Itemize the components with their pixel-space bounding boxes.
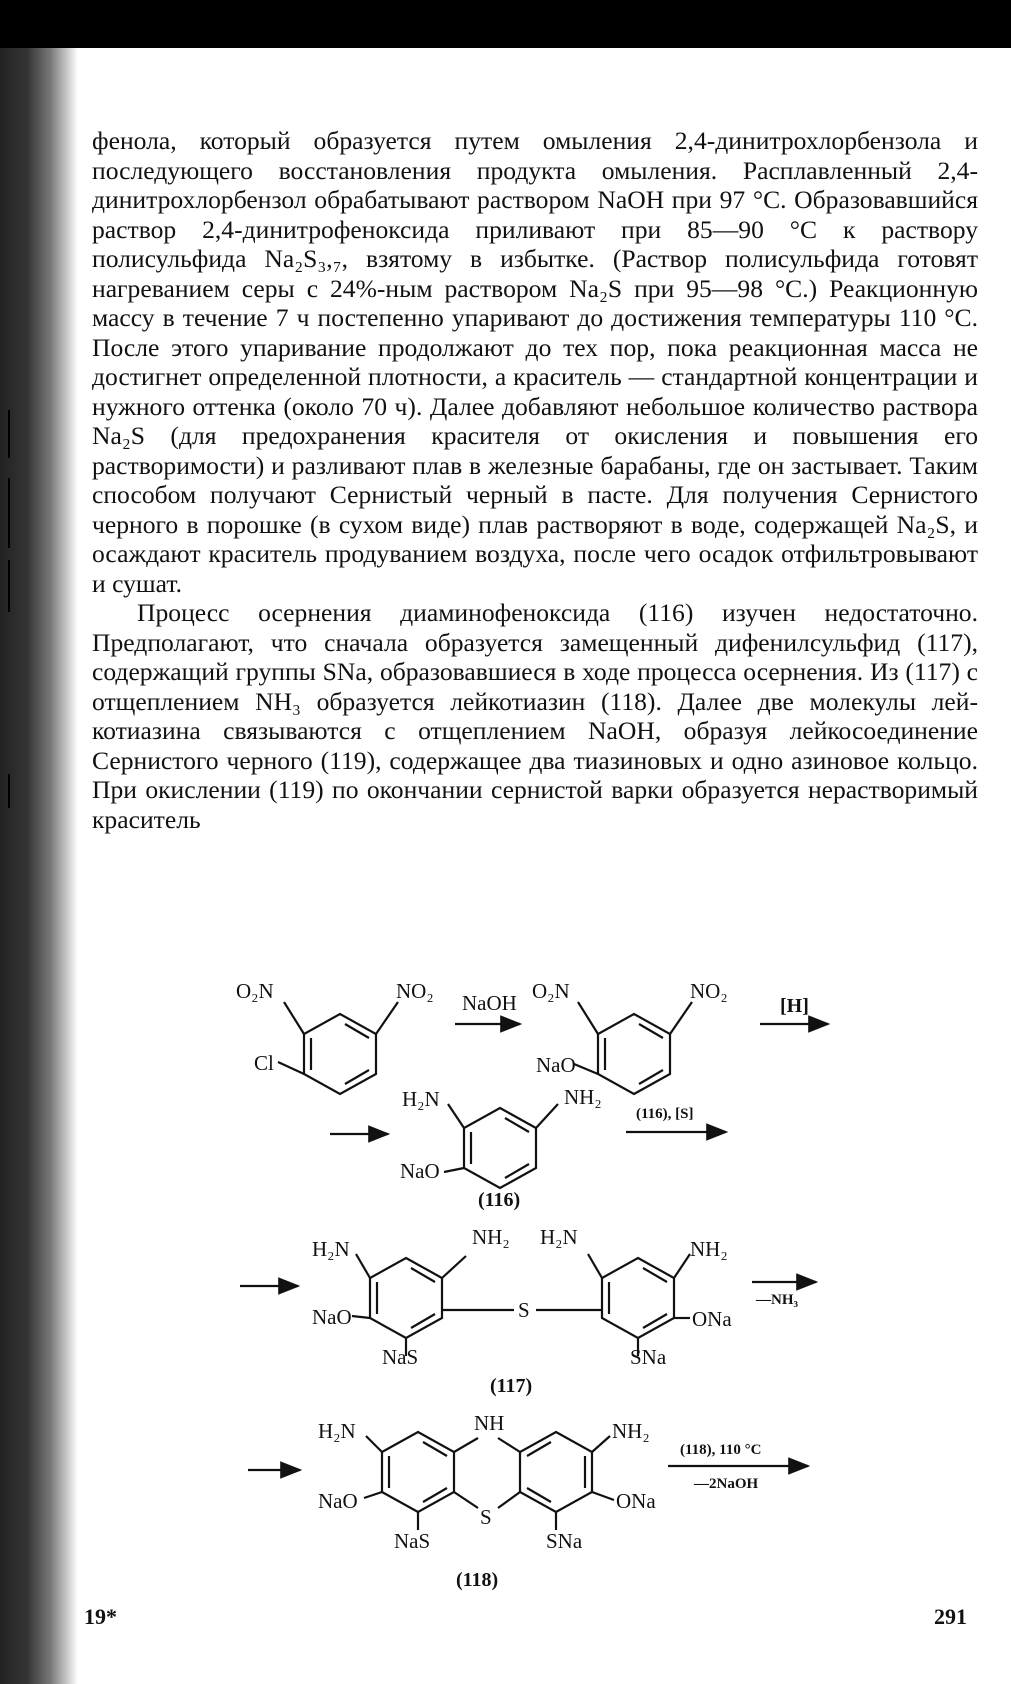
arrow-reagent: NaOH — [462, 991, 517, 1015]
arrow-reagent: —NH₃ — [756, 1292, 798, 1308]
thiolate-group: NaS — [382, 1345, 419, 1369]
sulfide-bridge: S — [518, 1298, 530, 1322]
arrow-reagent: [H] — [780, 995, 809, 1017]
phenoxide-group: ONa — [692, 1307, 732, 1331]
paragraph: фенола, который образуется путем омыления 2,4-динитрохлорбензола и последующего восстановления продукта омыления. Расплавленный 2,4-динитрохлорбензол обрабатывают раствором NaOH при 97 °C. Образовавшийся раствор 2,4-динитрофеноксида приливают при 85—90 °C к раствору полисульфида Na₂S₃,₇, взятому в избытке. (Раствор полисульфида готовят нагреванием серы с 24%-ным раствором Na₂S при 95—98 °C.) Реакционную массу в течение 7 ч постепенно упаривают до достижения температуры 110 °C. После этого упаривание продолжают до тех пор, пока реакционная масса не достигнет определенной плотности, а краситель — стандартной концентрации и нужного оттенка (около 70 ч). Далее добавляют небольшое количество раствора Na₂S (для предохранения красителя от окисления и повышения его растворимости) и разливают плав в железные барабаны, где он застывает. Таким способом получают Сернистый черный в пасте. Для получения Сернистого черного в порошке (в сухом виде) плав растворяют в воде, содержащей Na₂S, и осаждают краситель продуванием воздуха, после чего осадок отфильтровывают и сушат. — [92, 126, 978, 598]
amino-group: H₂N — [312, 1237, 350, 1261]
compound-number: (116) — [478, 1189, 521, 1211]
thiolate-group: NaS — [394, 1529, 431, 1553]
amino-group: NH₂ — [690, 1237, 728, 1261]
compound-117-structure — [312, 1225, 732, 1369]
compound-116-structure — [400, 1085, 602, 1188]
phenoxide-group: NaO — [312, 1305, 352, 1329]
compound-118-structure — [318, 1411, 656, 1553]
arrow-reagent: (116), [S] — [636, 1106, 694, 1122]
phenoxide-group: ONa — [616, 1489, 656, 1513]
compound-number: (117) — [490, 1375, 533, 1397]
thiolate-group: SNa — [630, 1345, 667, 1369]
nitro-group: O₂N — [236, 979, 274, 1003]
phenoxide-group: NaO — [536, 1053, 576, 1077]
amino-group: NH₂ — [472, 1225, 510, 1249]
phenoxide-group: NaO — [400, 1159, 440, 1183]
thiazine-sulfur: S — [480, 1505, 492, 1529]
amino-group: NH₂ — [612, 1419, 650, 1443]
dinitrochlorobenzene-structure — [236, 979, 434, 1094]
amino-group: H₂N — [318, 1419, 356, 1443]
page-number: 291 — [934, 1604, 967, 1629]
arrow-reagent: —2NaOH — [694, 1476, 759, 1492]
amino-group: H₂N — [402, 1087, 440, 1111]
chloro-group: Cl — [254, 1051, 274, 1075]
signature-mark: 19* — [84, 1604, 117, 1629]
dinitrophenoxide-structure — [532, 979, 728, 1094]
amino-group: NH₂ — [564, 1085, 602, 1109]
thiolate-group: SNa — [546, 1529, 583, 1553]
compound-number: (118) — [456, 1569, 499, 1591]
nitro-group: NO₂ — [396, 979, 434, 1003]
amino-group: H₂N — [540, 1225, 578, 1249]
paragraph: Процесс осернения диаминофеноксида (116) изучен недостаточно. Предполагают, что сначала образуется замещенный дифенилсульфид (117), содержащий группы SNa, образовавшиеся в ходе процесса осернения. Из (117) с отщеплением NH₃ образуется лейкотиазин (118). Далее две молекулы лейкотиазина связываются с отщеплением NaOH, образуя лейкосоединение Сернистого черного (119), содержащее два тиазиновых и одно азиновое кольцо. При окислении (119) по окончании сернистой варки образуется нерастворимый краситель — [92, 598, 978, 834]
thiazine-nh: NH — [474, 1411, 505, 1435]
arrow-reagent: (118), 110 °C — [680, 1442, 762, 1458]
nitro-group: NO₂ — [690, 979, 728, 1003]
nitro-group: O₂N — [532, 979, 570, 1003]
phenoxide-group: NaO — [318, 1489, 358, 1513]
